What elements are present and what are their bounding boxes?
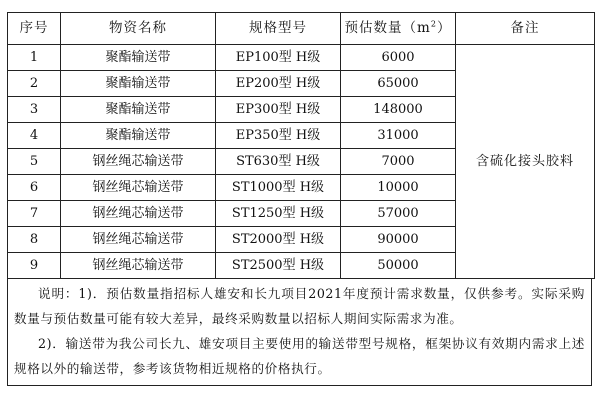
- cell-spec: EP100型 H级: [216, 45, 341, 71]
- cell-qty: 10000: [341, 175, 456, 201]
- header-seq: 序号: [8, 13, 61, 45]
- material-table: [7, 12, 595, 279]
- cell-qty: 57000: [341, 201, 456, 227]
- cell-name: 聚酯输送带: [61, 45, 216, 71]
- cell-qty: 6000: [341, 45, 456, 71]
- cell-qty: 65000: [341, 71, 456, 97]
- header-qty-sup: 2: [430, 19, 437, 29]
- cell-remark: 含硫化接头胶料: [456, 45, 595, 279]
- note-2: 2)．输送带为我公司长九、雄安项目主要使用的输送带型号规格，框架协议有效期内需求上述规格以外的输送带，参考该货物相近规格的价格执行。: [14, 336, 585, 376]
- cell-name: 钢丝绳芯输送带: [61, 253, 216, 279]
- notes-section: [7, 279, 592, 386]
- cell-seq: 3: [8, 97, 61, 123]
- header-spec: 规格型号: [216, 13, 341, 45]
- cell-spec: ST1000型 H级: [216, 175, 341, 201]
- cell-seq: 1: [8, 45, 61, 71]
- cell-name: 钢丝绳芯输送带: [61, 175, 216, 201]
- table-row: [8, 45, 595, 71]
- document: [7, 12, 594, 386]
- cell-qty: 31000: [341, 123, 456, 149]
- cell-name: 钢丝绳芯输送带: [61, 227, 216, 253]
- cell-spec: EP300型 H级: [216, 97, 341, 123]
- cell-name: 钢丝绳芯输送带: [61, 201, 216, 227]
- header-qty-suffix: ）: [436, 20, 452, 36]
- cell-spec: ST630型 H级: [216, 149, 341, 175]
- note-1: 说明：1)．预估数量指招标人雄安和长九项目2021年度预计需求数量，仅供参考。实际采购数量与预估数量可能有较大差异，最终采购数量以招标人期间实际需求为准。: [14, 286, 585, 326]
- cell-seq: 5: [8, 149, 61, 175]
- header-qty: [341, 13, 456, 45]
- cell-seq: 2: [8, 71, 61, 97]
- cell-name: 聚酯输送带: [61, 71, 216, 97]
- cell-name: 聚酯输送带: [61, 97, 216, 123]
- cell-seq: 9: [8, 253, 61, 279]
- cell-spec: EP200型 H级: [216, 71, 341, 97]
- cell-qty: 50000: [341, 253, 456, 279]
- header-row: [8, 13, 595, 45]
- header-remark: 备注: [456, 13, 595, 45]
- cell-name: 钢丝绳芯输送带: [61, 149, 216, 175]
- header-qty-prefix: 预估数量（m: [344, 20, 431, 36]
- cell-qty: 148000: [341, 97, 456, 123]
- cell-spec: ST2500型 H级: [216, 253, 341, 279]
- cell-seq: 7: [8, 201, 61, 227]
- cell-seq: 4: [8, 123, 61, 149]
- cell-seq: 8: [8, 227, 61, 253]
- cell-name: 聚酯输送带: [61, 123, 216, 149]
- cell-seq: 6: [8, 175, 61, 201]
- cell-spec: ST2000型 H级: [216, 227, 341, 253]
- header-name: 物资名称: [61, 13, 216, 45]
- cell-qty: 90000: [341, 227, 456, 253]
- cell-spec: EP350型 H级: [216, 123, 341, 149]
- cell-qty: 7000: [341, 149, 456, 175]
- cell-spec: ST1250型 H级: [216, 201, 341, 227]
